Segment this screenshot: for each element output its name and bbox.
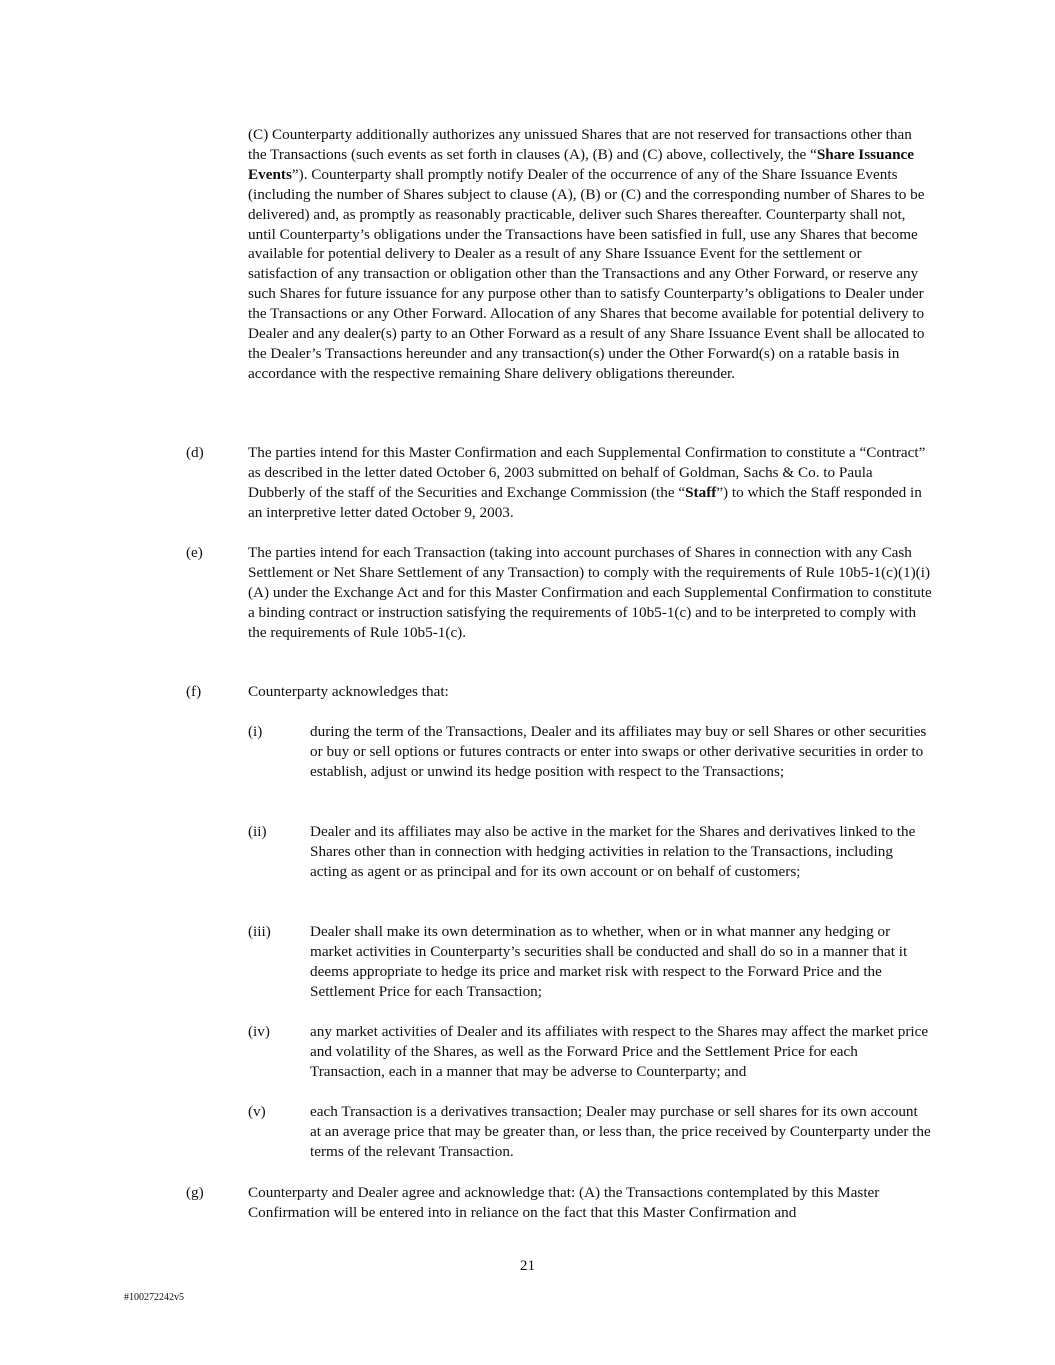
item-ii-label: (ii) (248, 823, 267, 840)
clause-c-text-1: (C) Counterparty additionally authorizes any unissued Shares that are not reserved for transactions other than the Transactions (such events as set forth in clauses (A), (B) and (C) above, collectively, the “ (248, 126, 912, 163)
item-iv-label: (iv) (248, 1023, 270, 1040)
item-i-text: during the term of the Transactions, Dealer and its affiliates may buy or sell Shares or other securities or buy or sell options or futures contracts or enter into swaps or other derivative securities in order to establish, adjust or unwind its hedge position with respect to the Transactions; (310, 723, 927, 780)
document-id: #100272242v5 (124, 1292, 184, 1303)
section-d-paragraph (248, 443, 932, 523)
section-f-intro: Counterparty acknowledges that: (248, 683, 449, 700)
section-e-paragraph: The parties intend for each Transaction (taking into account purchases of Shares in connection with any Cash Settlement or Net Share Settlement of any Transaction) to comply with the requirements of Rule 10b5-1(c)(1)(i)(A) under the Exchange Act and for this Master Confirmation and each Supplemental Confirmation to constitute a binding contract or instruction satisfying the requirements of 10b5-1(c) and to be interpreted to comply with the requirements of Rule 10b5-1(c). (248, 544, 932, 641)
item-iii-label: (iii) (248, 923, 271, 940)
staff-term: Staff (685, 483, 717, 501)
item-iii-text: Dealer shall make its own determination as to whether, when or in what manner any hedging or market activities in Counterparty’s securities shall be conducted and shall do so in a manner that it deems appropriate to hedge its price and market risk with respect to the Forward Price and the Settlement Price for each Transaction; (310, 923, 908, 1000)
section-e-label: (e) (186, 544, 203, 561)
section-d-text-1: The parties intend for this Master Confirmation and each Supplemental Confirmation to constitute a “Contract” as described in the letter dated October 6, 2003 submitted on behalf of Goldman, Sachs & Co. to Paula Dubberly of the staff of the Securities and Exchange Commission (the “ (248, 444, 926, 501)
section-d-label: (d) (186, 444, 204, 461)
section-g-label: (g) (186, 1184, 204, 1201)
clause-c-paragraph (248, 125, 932, 384)
section-f-label: (f) (186, 683, 202, 700)
section-d-text-2: ”) to which the Staff responded in an interpretive letter dated October 9, 2003. (248, 483, 922, 521)
page-number: 21 (519, 1257, 536, 1274)
item-v-label: (v) (248, 1103, 266, 1120)
section-g-paragraph: Counterparty and Dealer agree and acknowledge that: (A) the Transactions contemplated by this Master Confirmation will be entered into in reliance on the fact that this Master Confirmation and (248, 1184, 880, 1221)
clause-c-text-2: ”). Counterparty shall promptly notify Dealer of the occurrence of any of the Share Issuance Events (including the number of Shares subject to clause (A), (B) or (C) and the corresponding number of Shares to be delivered) and, as promptly as reasonably practicable, deliver such Shares thereafter. Counterparty shall not, until Counterparty’s obligations under the Transactions have been satisfied in full, use any Shares that become available for potential delivery to Dealer as a result of any Share Issuance Event for the settlement or satisfaction of any transaction or obligation other than the Transactions and any Other Forward, or reserve any such Shares for future issuance for any purpose other than to satisfy Counterparty’s obligations to Dealer under the Transactions or any Other Forward. Allocation of any Shares that become available for potential delivery to Dealer and any dealer(s) party to an Other Forward as a result of any Share Issuance Event shall be allocated to the Dealer’s Transactions hereunder and any transaction(s) under the Other Forward(s) on a ratable basis in accordance with the respective remaining Share delivery obligations thereunder. (248, 165, 925, 382)
item-i-label: (i) (248, 723, 263, 740)
item-v-text: each Transaction is a derivatives transaction; Dealer may purchase or sell shares for its own account at an average price that may be greater than, or less than, the price received by Counterparty under the terms of the relevant Transaction. (310, 1103, 931, 1160)
item-ii-text: Dealer and its affiliates may also be active in the market for the Shares and derivatives linked to the Shares other than in connection with hedging activities in relation to the Transactions, including acting as agent or as principal and for its own account or on behalf of customers; (310, 823, 916, 880)
share-issuance-events-term: Share Issuance Events (248, 145, 915, 183)
item-iv-text: any market activities of Dealer and its affiliates with respect to the Shares may affect the market price and volatility of the Shares, as well as the Forward Price and the Settlement Price for each Transaction, each in a manner that may be adverse to Counterparty; and (310, 1023, 929, 1080)
